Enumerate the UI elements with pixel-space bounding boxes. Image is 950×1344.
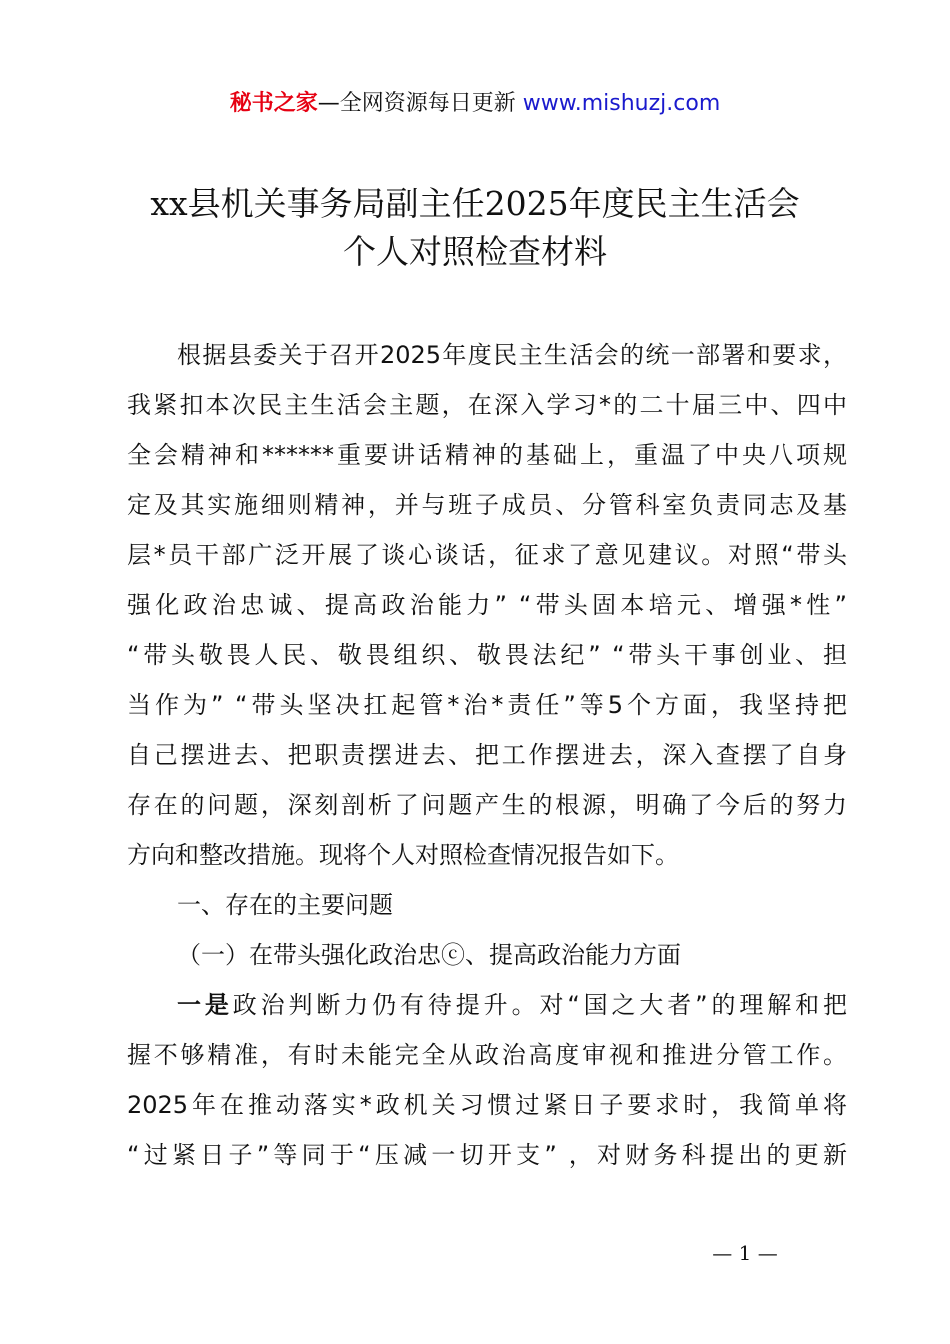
paragraph-line: 强化政治忠诚、提高政治能力” “带头固本培元、增强*性” <box>127 591 847 619</box>
title-line-2: 个人对照检查材料 <box>343 232 607 271</box>
point-lead: 一是 <box>177 991 233 1019</box>
point-text: 政治判断力仍有待提升。对“国之大者”的理解和把 <box>232 991 847 1019</box>
paragraph-line: 当作为” “带头坚决扛起管*治*责任”等5个方面，我坚持把 <box>127 691 847 719</box>
paragraph-line: 自己摆进去、把职责摆进去、把工作摆进去，深入查摆了自身 <box>127 741 847 769</box>
point-line: “过紧日子”等同于“压减一切开支” ，对财务科提出的更新 <box>127 1141 847 1169</box>
site-brand[interactable]: 秘书之家 <box>229 91 318 116</box>
paragraph-line: 方向和整改措施。现将个人对照检查情况报告如下。 <box>127 841 679 869</box>
section-heading: 一、存在的主要问题 <box>177 891 393 919</box>
point-line: 2025年在推动落实*政机关习惯过紧日子要求时，我简单将 <box>127 1091 847 1119</box>
site-url-link[interactable]: www.mishuzj.com <box>522 91 721 116</box>
site-tagline: —全网资源每日更新 <box>317 91 516 116</box>
paragraph-line: 全会精神和******重要讲话精神的基础上，重温了中央八项规 <box>127 441 847 469</box>
paragraph-line: 存在的问题，深刻剖析了问题产生的根源，明确了今后的努力 <box>127 791 847 819</box>
paragraph-line: 我紧扣本次民主生活会主题，在深入学习*的二十届三中、四中 <box>127 391 847 419</box>
paragraph-line: 根据县委关于召开2025年度民主生活会的统一部署和要求， <box>177 341 847 369</box>
paragraph-line: 定及其实施细则精神，并与班子成员、分管科室负责同志及基 <box>127 491 847 519</box>
paragraph-line: “带头敬畏人民、敬畏组织、敬畏法纪” “带头干事创业、担 <box>127 641 847 669</box>
paragraph-line: 层*员干部广泛开展了谈心谈话，征求了意见建议。对照“带头 <box>127 541 847 569</box>
document-body <box>127 330 847 1180</box>
title-line-1: xx县机关事务局副主任2025年度民主生活会 <box>150 184 800 223</box>
document-title <box>60 180 890 276</box>
page-number: — 1 — <box>712 1241 778 1265</box>
site-header <box>0 88 950 120</box>
point-line: 握不够精准，有时未能完全从政治高度审视和推进分管工作。 <box>127 1041 847 1069</box>
point-line <box>127 980 847 1030</box>
subsection-heading: （一）在带头强化政治忠ⓒ、提高政治能力方面 <box>177 941 681 969</box>
